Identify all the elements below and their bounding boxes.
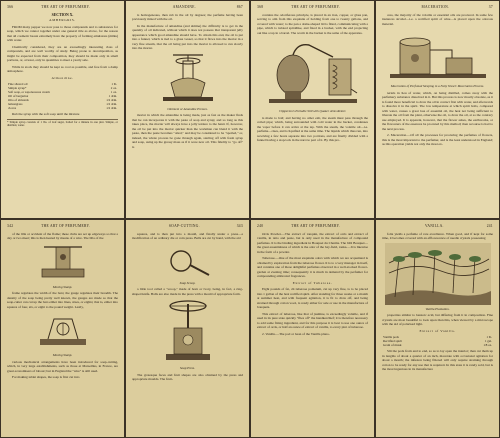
paragraph: 2. Vanilla.—The pod or bean of the Vanilla plano-	[262, 331, 330, 336]
page-366	[1, 1, 124, 218]
header-title: AMANDINE.	[172, 5, 196, 9]
figure-caption: Maceration of Perfumed Steeping in a Fatty Vessel: Maceration Process.	[390, 84, 485, 88]
recipe-title: Almondine.	[51, 75, 74, 80]
section-heading: SECTION X.	[51, 12, 74, 17]
paragraph: mortar in which the amandine is being made, just as fast as the maker finds that he can incorporate it with the paste of soap and syrup; and so long as this takes place, the mortar will always have a jelly texture to the hand. If, however, the oil be put into the mortar quicker than the workman can blend it with the paste, then the paste becomes "oiled," and may be considered to be "spoiled," or, indeed, the whole process be gone through again, starting off with fresh syrup and soap, using up the greasy mass as if it were new oil. This fidelity to "go off" is	[132, 113, 243, 149]
header-title: THE ART OF PERFUMERY.	[41, 224, 91, 228]
page-number: 368	[257, 5, 264, 9]
running-header	[132, 5, 243, 10]
paragraph: various mechanical arrangements have been introduced for soap-cutting, which, in very large establishments, such as those at Marseilles, in France, are great economisers of labour; but in England the "wire" is still used.	[7, 359, 118, 373]
page-number: 366	[7, 5, 14, 9]
page-number: 342	[7, 224, 14, 228]
paragraph: This extract of tuberose, like that of jasmine, is exceedingly volatile, and if used in its pure state quickly "flies off" the handkerchief; it is therefore necessary to add some fixing ingredient, and for this purpose it is best to use one ounce of extract of orris, or half an ounce of extract of vanilla, to every pint of tuberose.	[257, 311, 368, 329]
paragraph: Slit the pods from end to end, so as to lay open the interior; then cut them up in lengths of about a quarter of an inch, macerate with occasional agitation for about a month; the infusion being filtered will only require straining through cotton to be ready for any use that is required. In this state it is rarely sold, but is the most ingenious in its manufacture	[382, 349, 493, 371]
page-37	[376, 1, 499, 218]
paragraph: frame regulates the width of the bars; the gauge regulates their breadth. The density of the soap being pretty well known, the gauges are made so that the soap-cutter can cut up the bars either into lines, sixes, or eights; that is, either into squares of four, six, or eight to the pound weight. Lastly,	[7, 291, 118, 309]
still-apparatus-figure	[263, 37, 363, 107]
header-title: MACERATION.	[421, 5, 450, 9]
page-number: 37	[488, 5, 493, 9]
soap-scoop-figure	[163, 243, 213, 279]
paragraph: properties similar to benzoic acid, but differing from it in composition. Fine crystals are most beautiful to look upon than this, when viewed by a microscope with the aid of polarised light.	[382, 313, 493, 326]
header-title: SOAP-CUTTING.	[168, 224, 200, 228]
paragraph: of the lilla or accident of the flame; these clubs are set up edgeways so that a day or two meet; this is then heated by means of a wire. The lilla of the	[7, 231, 118, 240]
paragraph: Orris Powder.—The extract of tonquin, the extract of orris and extract of vanilla, in tatto and paste, but is only used in the manufacture of compound perfumes. It is the binding ingredient in Bouquet du Charms. The bibl Bouquet—the great essentialness of which is the odor of the bay-field, tonka.—It is likewise in the form of a powder.	[257, 231, 368, 254]
page-240	[251, 220, 374, 437]
table-row: Fine shaved oil 1 lb.	[8, 82, 117, 86]
table-row: lemongrass 1/2 drm.	[8, 102, 117, 106]
paragraph: Tuberose.—One of the most exquisite odors with which we are acquainted is obtained by exploration from the tuberose flower. It is to a very manager in itself, and contains one of those delightful perfumes observed in a well-stocked flower-garden at evening time; consequently it is much in demand by the perfumer for compounding ambrosial fragrances.	[257, 256, 368, 278]
subsection-title: Extract of Tuberose.	[292, 280, 333, 285]
recipe-table	[382, 335, 493, 347]
paragraph: a little tool called a "scoop," made of horn or ivory, being, in fact, a ring-shaped knife. Balls are also made in the press with a mould of appropriate form.	[132, 287, 243, 296]
vanilla-plantation-figure	[385, 243, 491, 305]
moving-stamp-figure	[34, 243, 92, 283]
running-header	[257, 5, 368, 10]
paragraph: The grotesque faces and fruit shapes are also obtained by the press and appropriate moulds. The fruit-	[132, 372, 243, 381]
page-number: 867	[236, 5, 243, 9]
running-header	[132, 224, 243, 229]
recipe-title: Extract of Vanilla.	[419, 328, 456, 333]
running-header	[7, 5, 118, 10]
figure-caption: Ointment or Amandine Presses.	[167, 106, 208, 111]
figure-caption: Soap Scoop.	[179, 280, 196, 285]
recipe-table	[7, 82, 118, 110]
page-342	[1, 220, 124, 437]
paragraph: folia yields a perfume of rare excellence. When good, and if kept for some time, it becomes covered with an efflorescence of needle crystals possessing	[382, 231, 493, 240]
section-subtitle: AMBERGRIS.	[49, 18, 76, 22]
table-row: Grain of musk 1/8 oz.	[383, 343, 492, 347]
table-row: Oil of bergamot 1 drm.	[8, 94, 117, 98]
footnote: * Simple syrup consists of 1 lbs. of loaf sugar, boiled for a minute in one pint. Simple, or distilled, water.	[7, 119, 118, 128]
figure-caption: Moving Stamp.	[52, 353, 73, 357]
paragraph: Chemically considered, they are an exceedingly interesting class of compounds, and are well worthy of study. Being prone to decomposition, as might be expected from their composition, they should be made only in small portions, or, at least, only in quantities to meet a yearly sale.	[7, 44, 118, 62]
paragraph: cess, the majority of the volatile or essential oils are procured. In some few instances alcohol—i.e. a rectified spirit of wine—is placed upon the odorous material.	[382, 12, 493, 26]
running-header	[257, 224, 368, 229]
table-row: Vanilla pods 1 lb.	[383, 335, 492, 339]
table-row: cloves 1/2 drm.	[8, 106, 117, 110]
ointment-press-figure	[153, 53, 223, 105]
paragraph: 2. Maceration.—Of all the processes for procuring the perfumes of flowers, this is the most important to the perfumer, and is the least understood in England; as this operation yields not only the most ex-	[382, 133, 493, 146]
paragraph: contains the odoriferous principle, is placed in an iron, copper, or glass pan, serving to aim from this exquisite of holding from one to twenty gallons, and covered with water; to the pan a dome-shaped lid is fitted, communicating with a pipe, which is twisted spirallike, and fixed in a bucket, with the end projecting out like a tap in a barrel. The worm in the bucket is the same of the apparatus.	[257, 12, 368, 35]
page-241	[376, 220, 499, 437]
header-title: THE ART OF PERFUMERY.	[291, 224, 341, 228]
page-368	[251, 1, 374, 218]
running-header	[382, 5, 493, 10]
table-row: Soft soap, or saponaceous cream 1 oz.	[8, 90, 117, 94]
running-header	[7, 224, 118, 229]
paragraph: is made to boil; and having no other exit, the steam must pass through the coiled pipe; which, being surrounded with cold water in the bucket, condenses the vapor before it can arrive at the tap. With the steam, the volatile oil—i.e. perfume—rises, and is liquified at the same time. The liquids which thus run, into receiving a few hours separate into two portions, and are finally divided with a funnel having a stopcock in the narrow part of it. By this pro-	[257, 115, 368, 142]
paragraph: While in stock they should be kept as cool as possible, and free from a damp atmosphere.	[7, 64, 118, 73]
header-title: VANILLA.	[424, 224, 444, 228]
paragraph: For making tablet shapes, the soap is first cut into	[12, 375, 80, 379]
figure-caption: Moving Stamp.	[52, 284, 73, 289]
table-row: Otto of almonds 1/2 drm.	[8, 98, 117, 102]
figure-caption: Soap Press.	[180, 366, 195, 370]
cutting-machine-figure	[34, 311, 92, 351]
page-number: 240	[257, 224, 264, 228]
paragraph: squares, and is then put into a mould, and finally under a press—a modification of an ordinary die or coin press. Balls are cut by hand, with the aid	[132, 231, 243, 240]
header-title: THE ART OF PERFUMERY.	[291, 5, 341, 9]
page-number: 343	[236, 224, 243, 228]
page-867	[126, 1, 249, 218]
page-343	[126, 220, 249, 437]
paragraph: is homogeneous, then rub in the oil by degrees; the perfume having been previously mixed with the oil.	[132, 12, 243, 21]
maceration-vessel-figure	[386, 28, 490, 82]
paragraph: In the manufacture of amandine (and almine) the difficulty is to get in the quantity of oil indicated, without which it does not possess that transparent jelly appearance which good amandine should have. To obtain this end, the oil is put into a funnel, which is tied to a glass vessel, so that it flows into the mortar in a very fine stream, that the oil being put into the mortar is allowed to run slowly into the mortar.	[132, 23, 243, 50]
table-row: Rectified spirit 1 gal.	[383, 339, 492, 343]
figure-caption: Clipperton's Portable Still with Quaker Arms Retort.	[278, 109, 347, 113]
paragraph: Rub the syrup with the soft soap until the mixture	[12, 112, 80, 116]
paragraph: terials in lieu of water, which, on being distilled, comes away with the perfumery substance dissolved in it. But this process is now mostly obsolete, as it is found more beneficial to draw the oil in contact first with water, and afterwards to dissolve it in the spirit. The low temperature at which spirit boils, compared with water, causes a great loss of essential oil, the heat not being sufficient to liberate the oil from the plant, otherwise the oil, to draw the oil, at so the contrary use employed. It is apparent, however, that the flower ashes, the earthworks, or the flavourers of the essences be procured by this method; then recourse is had to the next process.	[382, 90, 493, 131]
header-title: THE ART OF PERFUMERY.	[41, 5, 91, 9]
figure-caption: Vanilla Plantation.	[425, 306, 450, 311]
table-row: Simple syrup* 2 oz.	[8, 86, 117, 90]
paragraph: Eight pounds of fat, 24 tuberose pomatum, cut up very fine, is to be placed into 1 gallon of the best rectified spirit. After standing for three weeks or a month at summer heat, and with frequent agitation, it is fit to draw off, and being strained through cotton wool, is ready either for sale or use in the manufacture of bouquets.	[257, 287, 368, 309]
paragraph: FROM many pepper we now pass to those compounds and to substances for soap, which we cannot together under one general title as above, for the reason that all cosmetic beaux extremely have the property of forming emulsions (milks) with water.	[7, 24, 118, 42]
running-header	[382, 224, 493, 229]
soap-press-figure	[156, 298, 220, 364]
page-number: 241	[486, 224, 493, 228]
